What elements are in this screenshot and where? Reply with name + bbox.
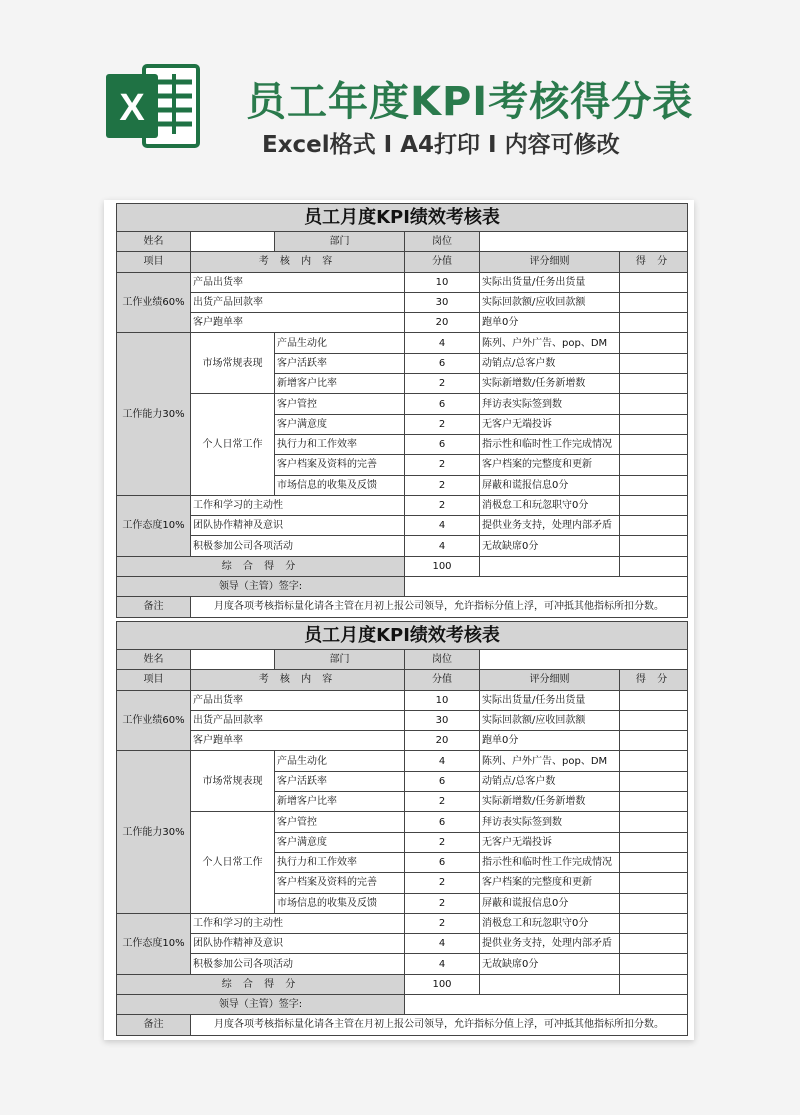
row-points: 6	[405, 852, 480, 872]
row-content: 出货产品回款率	[191, 710, 405, 730]
row-criteria: 无客户无端投诉	[480, 832, 620, 852]
subgroup-personal: 个人日常工作	[191, 812, 275, 913]
table-row	[117, 710, 688, 730]
row-content: 新增客户比率	[275, 792, 405, 812]
row-criteria: 实际新增数/任务新增数	[480, 374, 620, 394]
total-label: 综 合 得 分	[117, 974, 405, 994]
row-criteria: 拜访表实际签到数	[480, 394, 620, 414]
row-score-cell[interactable]	[620, 414, 688, 434]
row-criteria: 提供业务支持，处理内部矛盾	[480, 516, 620, 536]
row-content: 工作和学习的主动性	[191, 913, 405, 933]
row-criteria: 跑单0分	[480, 313, 620, 333]
remark-text: 月度各项考核指标量化请各主管在月初上报公司领导，允许指标分值上浮，可冲抵其他指标所扣分数。	[191, 1015, 688, 1035]
kpi-sheet	[104, 200, 694, 1040]
signature-cell[interactable]	[405, 995, 688, 1015]
row-score-cell[interactable]	[620, 272, 688, 292]
group-performance: 工作业绩60%	[117, 272, 191, 333]
kpi-table-1	[116, 203, 688, 618]
name-value[interactable]	[191, 650, 275, 670]
subgroup-market: 市场常规表现	[191, 751, 275, 812]
name-label: 姓名	[117, 232, 191, 252]
row-criteria: 动销点/总客户数	[480, 353, 620, 373]
row-score-cell[interactable]	[620, 536, 688, 556]
total-score-cell[interactable]	[620, 974, 688, 994]
table-row	[117, 751, 688, 771]
table-row	[117, 333, 688, 353]
row-content: 团队协作精神及意识	[191, 516, 405, 536]
row-criteria: 无客户无端投诉	[480, 414, 620, 434]
row-content: 积极参加公司各项活动	[191, 954, 405, 974]
group-attitude: 工作态度10%	[117, 495, 191, 556]
row-criteria: 陈列、户外广告、pop、DM	[480, 333, 620, 353]
table-row	[117, 394, 688, 414]
row-content: 积极参加公司各项活动	[191, 536, 405, 556]
dept-label: 部门	[275, 650, 405, 670]
content-header: 考 核 内 容	[191, 252, 405, 272]
row-content: 市场信息的收集及反馈	[275, 475, 405, 495]
row-points: 20	[405, 731, 480, 751]
row-score-cell[interactable]	[620, 292, 688, 312]
row-points: 4	[405, 934, 480, 954]
row-content: 客户档案及资料的完善	[275, 455, 405, 475]
table-row	[117, 313, 688, 333]
row-points: 4	[405, 333, 480, 353]
row-criteria: 无故缺席0分	[480, 536, 620, 556]
row-points: 20	[405, 313, 480, 333]
banner-title: 员工年度KPI考核得分表	[246, 79, 694, 125]
row-criteria: 陈列、户外广告、pop、DM	[480, 751, 620, 771]
total-criteria-cell	[480, 974, 620, 994]
row-points: 6	[405, 771, 480, 791]
row-criteria: 指示性和临时性工作完成情况	[480, 434, 620, 454]
row-score-cell[interactable]	[620, 333, 688, 353]
row-content: 市场信息的收集及反馈	[275, 893, 405, 913]
banner-subtitle: Excel格式 I A4打印 I 内容可修改	[262, 132, 620, 158]
table-row	[117, 913, 688, 933]
svg-text:X: X	[119, 87, 145, 129]
row-criteria: 拜访表实际签到数	[480, 812, 620, 832]
row-points: 2	[405, 792, 480, 812]
row-points: 4	[405, 536, 480, 556]
remark-label: 备注	[117, 597, 191, 617]
item-header: 项目	[117, 252, 191, 272]
row-criteria: 实际新增数/任务新增数	[480, 792, 620, 812]
position-value[interactable]	[480, 232, 688, 252]
table-row	[117, 690, 688, 710]
row-content: 出货产品回款率	[191, 292, 405, 312]
row-score-cell[interactable]	[620, 710, 688, 730]
excel-logo-icon	[104, 60, 200, 152]
row-criteria: 屏蔽和谎报信息0分	[480, 475, 620, 495]
row-criteria: 实际出货量/任务出货量	[480, 272, 620, 292]
row-criteria: 动销点/总客户数	[480, 771, 620, 791]
signature-cell[interactable]	[405, 577, 688, 597]
table-row	[117, 934, 688, 954]
item-header: 项目	[117, 670, 191, 690]
row-points: 2	[405, 414, 480, 434]
criteria-header: 评分细则	[480, 252, 620, 272]
row-criteria: 跑单0分	[480, 731, 620, 751]
row-score-cell[interactable]	[620, 495, 688, 515]
signature-label: 领导（主管）签字:	[117, 577, 405, 597]
row-points: 10	[405, 690, 480, 710]
kpi-table-2	[116, 621, 688, 1036]
row-criteria: 消极怠工和玩忽职守0分	[480, 913, 620, 933]
row-points: 30	[405, 292, 480, 312]
points-header: 分值	[405, 252, 480, 272]
row-score-cell[interactable]	[620, 475, 688, 495]
row-score-cell[interactable]	[620, 934, 688, 954]
name-label: 姓名	[117, 650, 191, 670]
row-score-cell[interactable]	[620, 954, 688, 974]
row-points: 2	[405, 832, 480, 852]
row-score-cell[interactable]	[620, 893, 688, 913]
table-row	[117, 812, 688, 832]
position-label: 岗位	[405, 232, 480, 252]
table-row	[117, 272, 688, 292]
row-content: 团队协作精神及意识	[191, 934, 405, 954]
row-content: 客户活跃率	[275, 771, 405, 791]
row-content: 产品生动化	[275, 751, 405, 771]
row-content: 执行力和工作效率	[275, 852, 405, 872]
table-title: 员工月度KPI绩效考核表	[117, 622, 688, 650]
row-criteria: 消极怠工和玩忽职守0分	[480, 495, 620, 515]
content-header: 考 核 内 容	[191, 670, 405, 690]
row-content: 客户活跃率	[275, 353, 405, 373]
total-value: 100	[405, 556, 480, 576]
total-value: 100	[405, 974, 480, 994]
table-row	[117, 954, 688, 974]
remark-label: 备注	[117, 1015, 191, 1035]
row-score-cell[interactable]	[620, 374, 688, 394]
group-ability: 工作能力30%	[117, 751, 191, 913]
row-points: 2	[405, 374, 480, 394]
row-content: 产品出货率	[191, 690, 405, 710]
table-title: 员工月度KPI绩效考核表	[117, 204, 688, 232]
row-points: 2	[405, 913, 480, 933]
total-score-cell[interactable]	[620, 556, 688, 576]
row-points: 2	[405, 475, 480, 495]
position-value[interactable]	[480, 650, 688, 670]
table-row	[117, 516, 688, 536]
signature-label: 领导（主管）签字:	[117, 995, 405, 1015]
score-header: 得 分	[620, 252, 688, 272]
row-points: 4	[405, 954, 480, 974]
table-row	[117, 731, 688, 751]
row-score-cell[interactable]	[620, 852, 688, 872]
banner	[0, 0, 800, 200]
row-score-cell[interactable]	[620, 873, 688, 893]
row-points: 2	[405, 495, 480, 515]
remark-text: 月度各项考核指标量化请各主管在月初上报公司领导，允许指标分值上浮，可冲抵其他指标所扣分数。	[191, 597, 688, 617]
row-score-cell[interactable]	[620, 832, 688, 852]
row-score-cell[interactable]	[620, 434, 688, 454]
table-row	[117, 495, 688, 515]
row-criteria: 实际回款额/应收回款额	[480, 292, 620, 312]
row-score-cell[interactable]	[620, 731, 688, 751]
row-points: 6	[405, 394, 480, 414]
row-points: 10	[405, 272, 480, 292]
row-score-cell[interactable]	[620, 353, 688, 373]
row-criteria: 实际回款额/应收回款额	[480, 710, 620, 730]
position-label: 岗位	[405, 650, 480, 670]
name-value[interactable]	[191, 232, 275, 252]
row-content: 客户管控	[275, 394, 405, 414]
row-points: 6	[405, 353, 480, 373]
row-points: 6	[405, 434, 480, 454]
row-points: 4	[405, 516, 480, 536]
row-points: 2	[405, 873, 480, 893]
row-criteria: 客户档案的完整度和更新	[480, 455, 620, 475]
row-points: 30	[405, 710, 480, 730]
criteria-header: 评分细则	[480, 670, 620, 690]
row-content: 客户满意度	[275, 832, 405, 852]
row-score-cell[interactable]	[620, 792, 688, 812]
row-score-cell[interactable]	[620, 313, 688, 333]
group-performance: 工作业绩60%	[117, 690, 191, 751]
score-header: 得 分	[620, 670, 688, 690]
row-content: 客户跑单率	[191, 731, 405, 751]
row-criteria: 无故缺席0分	[480, 954, 620, 974]
row-score-cell[interactable]	[620, 913, 688, 933]
group-ability: 工作能力30%	[117, 333, 191, 495]
row-content: 新增客户比率	[275, 374, 405, 394]
subgroup-market: 市场常规表现	[191, 333, 275, 394]
subgroup-personal: 个人日常工作	[191, 394, 275, 495]
row-score-cell[interactable]	[620, 516, 688, 536]
row-points: 4	[405, 751, 480, 771]
row-content: 客户跑单率	[191, 313, 405, 333]
row-criteria: 客户档案的完整度和更新	[480, 873, 620, 893]
row-score-cell[interactable]	[620, 771, 688, 791]
row-score-cell[interactable]	[620, 455, 688, 475]
row-content: 产品出货率	[191, 272, 405, 292]
row-content: 产品生动化	[275, 333, 405, 353]
row-criteria: 指示性和临时性工作完成情况	[480, 852, 620, 872]
row-content: 执行力和工作效率	[275, 434, 405, 454]
row-score-cell[interactable]	[620, 690, 688, 710]
row-content: 工作和学习的主动性	[191, 495, 405, 515]
row-points: 6	[405, 812, 480, 832]
table-row	[117, 536, 688, 556]
row-content: 客户档案及资料的完善	[275, 873, 405, 893]
dept-label: 部门	[275, 232, 405, 252]
row-score-cell[interactable]	[620, 751, 688, 771]
row-points: 2	[405, 455, 480, 475]
points-header: 分值	[405, 670, 480, 690]
row-criteria: 屏蔽和谎报信息0分	[480, 893, 620, 913]
row-content: 客户满意度	[275, 414, 405, 434]
row-score-cell[interactable]	[620, 394, 688, 414]
group-attitude: 工作态度10%	[117, 913, 191, 974]
table-row	[117, 292, 688, 312]
total-criteria-cell	[480, 556, 620, 576]
row-content: 客户管控	[275, 812, 405, 832]
row-criteria: 实际出货量/任务出货量	[480, 690, 620, 710]
row-points: 2	[405, 893, 480, 913]
row-score-cell[interactable]	[620, 812, 688, 832]
row-criteria: 提供业务支持，处理内部矛盾	[480, 934, 620, 954]
total-label: 综 合 得 分	[117, 556, 405, 576]
